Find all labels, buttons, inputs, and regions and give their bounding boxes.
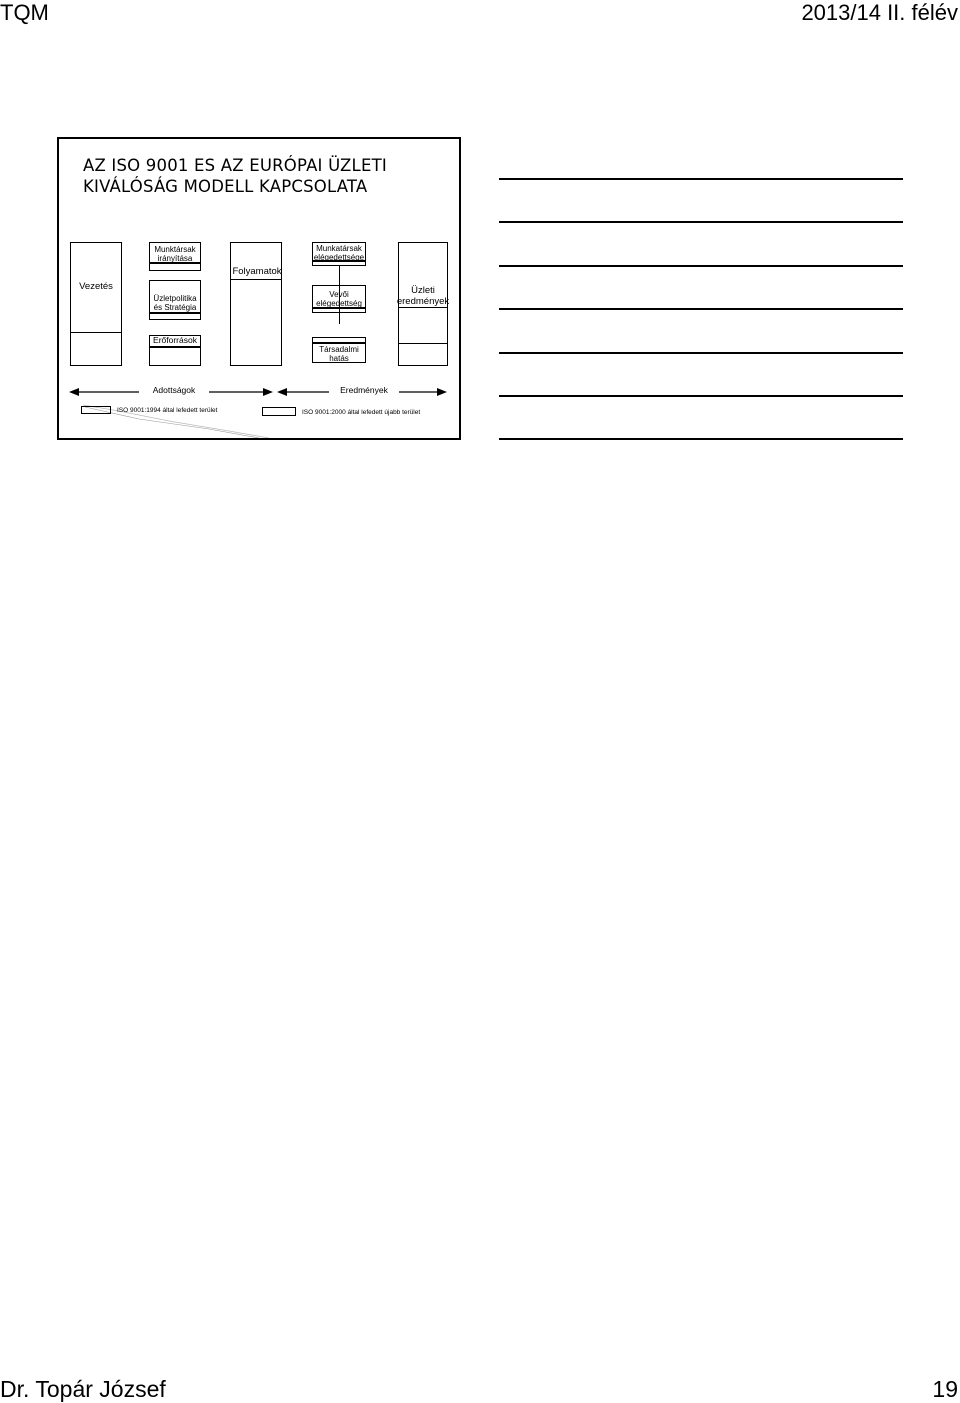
note-line [499,308,903,310]
legend-iso2000: ISO 9001:2000 által lefedett újabb terület [302,409,421,416]
footer-page-number: 19 [932,1376,958,1402]
note-line [499,352,903,354]
note-line [499,178,903,180]
eroforrasok-label: Erőforrások [153,335,197,345]
eredmenyek-arrow-left-head [277,388,287,396]
note-line [499,221,903,223]
adottsagok-arrow-left-head [69,388,79,396]
footer-author: Dr. Topár József [0,1376,166,1402]
eredmenyek-arrow-right-head [437,388,447,396]
note-line [499,265,903,267]
note-line [499,438,903,440]
adottsagok-label: Adottságok [139,386,209,395]
vezetes-label: Vezetés [79,281,113,292]
folyamatok-label: Folyamatok [232,266,282,277]
uzletpolitika-label: Üzletpolitika és Stratégia [153,294,197,312]
legend-iso1994: ISO 9001:1994 által lefedett terület [117,407,218,414]
eredmenyek-label: Eredmények [329,386,399,395]
uzleti-eredmenyek-label: Üzleti eredmények [396,285,450,307]
munkatarsak-elegedettsege-label: Munkatársak elégedettsége [313,244,365,262]
slide-title-line-1: AZ ISO 9001 ES AZ EURÓPAI ÜZLETI [83,156,387,175]
header-semester: 2013/14 II. félév [801,0,958,25]
tarsadalmi-hatas-label: Társadalmi hatás [319,345,359,363]
legend-swatch-1994 [81,406,111,414]
adottsagok-arrow-right-head [263,388,273,396]
slide-title-line-2: KIVÁLÓSÁG MODELL KAPCSOLATA [83,177,368,196]
legend-swatch-2000 [262,407,296,416]
note-line [499,395,903,397]
slide-thumbnail [57,137,461,440]
flow-arrows [59,139,459,438]
vevoi-elegedettseg-label: Vevői elégedettség [316,290,362,308]
header-course: TQM [0,0,49,25]
munkatarsak-iranyitasa-label: Munktársak irányítása [154,245,196,263]
